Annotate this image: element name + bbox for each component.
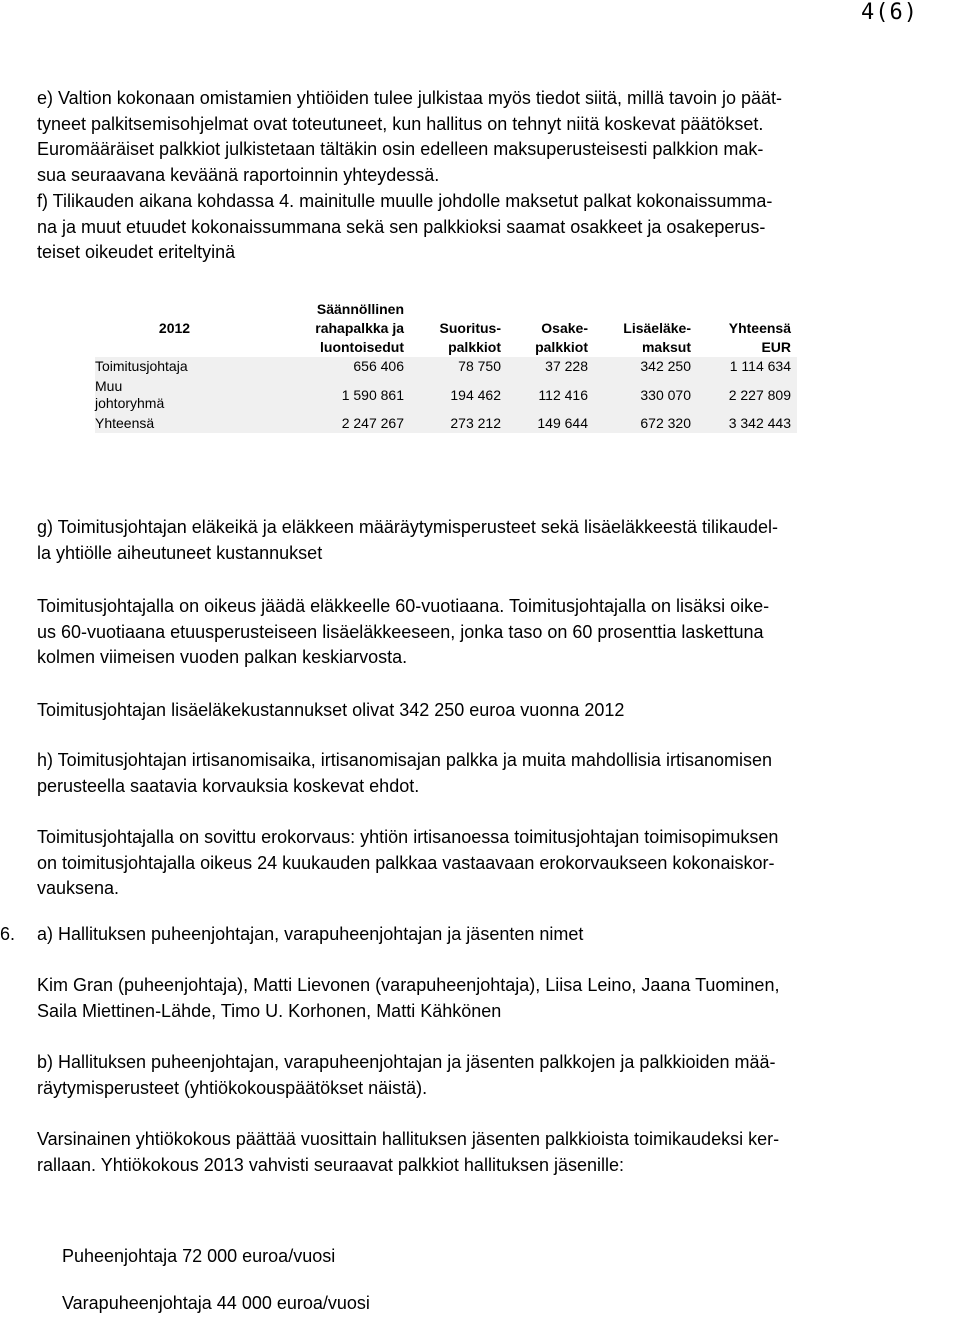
text-line: Saila Miettinen-Lähde, Timo U. Korhonen, Matti Kähkönen — [37, 1000, 502, 1021]
section-6a-heading — [37, 922, 957, 948]
table-cell: 149 644 — [507, 414, 594, 433]
table-row — [95, 376, 797, 414]
text-line: Toimitusjohtajan lisäeläkekustannukset olivat 342 250 euroa vuonna 2012 — [37, 700, 625, 720]
table-cell: 342 250 — [594, 357, 697, 376]
paragraph-f — [37, 189, 957, 266]
text-line: Euromääräiset palkkiot julkistetaan tältäkin osin edelleen maksuperusteisesti palkkion mak- — [37, 139, 764, 160]
column-header-salary — [260, 300, 410, 357]
table-cell: 330 070 — [594, 376, 697, 414]
fee-item-vice-chair: Varapuheenjohtaja 44 000 euroa/vuosi — [62, 1293, 370, 1313]
text-line: tyneet palkitsemisohjelmat ovat toteutuneet, kun hallitus on tehnyt niitä koskevat päätökset. — [37, 113, 764, 134]
text-line: vauksena. — [37, 878, 120, 899]
header-line: maksut — [641, 339, 691, 355]
header-line: palkkiot — [448, 339, 501, 355]
table-cell: 672 320 — [594, 414, 697, 433]
table-cell: 37 228 — [507, 357, 594, 376]
text-line: räytymisperusteet (yhtiökokouspäätökset näistä). — [37, 1077, 428, 1098]
text-line: f) Tilikauden aikana kohdassa 4. mainitulle muulle johdolle maksetut palkat kokonaissumma- — [37, 191, 773, 211]
text-line: kolmen viimeisen vuoden palkan keskiarvosta. — [37, 647, 408, 668]
paragraph-h-heading — [37, 748, 957, 799]
header-line: EUR — [761, 339, 791, 355]
text-line: e) Valtion kokonaan omistamien yhtiöiden tulee julkistaa myös tiedot siitä, millä tavoin jo päät- — [37, 88, 783, 108]
header-line: Suoritus- — [439, 320, 501, 336]
paragraph-g-body — [37, 594, 957, 671]
board-members-paragraph — [37, 973, 957, 1024]
column-header-pension — [594, 300, 697, 357]
table-cell: 1 114 634 — [697, 357, 797, 376]
header-line: Yhteensä — [728, 320, 791, 336]
paragraph-e — [37, 86, 957, 189]
table-year-header: 2012 — [158, 320, 191, 336]
text-line: teiset oikeudet eriteltyinä — [37, 242, 236, 263]
table-row — [95, 414, 797, 433]
text-line: rallaan. Yhtiökokous 2013 vahvisti seuraavat palkkiot hallituksen jäsenille: — [37, 1154, 625, 1175]
text-line: g) Toimitusjohtajan eläkeikä ja eläkkeen määräytymisperusteet sekä lisäeläkkeestä tilikaudel- — [37, 517, 779, 537]
header-line: Säännöllinen — [316, 301, 404, 317]
table-row — [95, 357, 797, 376]
text-line: Toimitusjohtajalla on sovittu erokorvaus: yhtiön irtisanoessa toimitusjohtajan toimisopimuksen — [37, 827, 779, 847]
table-cell: 1 590 861 — [260, 376, 410, 414]
column-header-shares — [507, 300, 594, 357]
page-number: 4(6) — [861, 0, 918, 25]
table-cell: 194 462 — [410, 376, 507, 414]
header-line: palkkiot — [535, 339, 588, 355]
column-header-total — [697, 300, 797, 357]
text-line: on toimitusjohtajalla oikeus 24 kuukauden palkkaa vastaavaan erokorvaukseen kokonaiskor- — [37, 852, 775, 873]
row-label: Yhteensä — [95, 414, 260, 433]
text-line: perusteella saatavia korvauksia koskevat ehdot. — [37, 775, 420, 796]
compensation-table — [95, 300, 797, 433]
section-6b-heading — [37, 1050, 957, 1101]
agm-paragraph — [37, 1127, 957, 1178]
table-cell: 78 750 — [410, 357, 507, 376]
section-number: 6. — [0, 924, 16, 944]
text-line: Kim Gran (puheenjohtaja), Matti Lievonen (varapuheenjohtaja), Liisa Leino, Jaana Tuominen, — [37, 975, 780, 995]
fee-item-chair: Puheenjohtaja 72 000 euroa/vuosi — [62, 1246, 336, 1266]
row-label: Toimitusjohtaja — [95, 357, 260, 376]
table-cell: 2 227 809 — [697, 376, 797, 414]
text-line: h) Toimitusjohtajan irtisanomisaika, irtisanomisajan palkka ja muita mahdollisia irtisanomisen — [37, 750, 772, 770]
table-cell: 3 342 443 — [697, 414, 797, 433]
table-cell: 656 406 — [260, 357, 410, 376]
table-cell: 273 212 — [410, 414, 507, 433]
text-line: Toimitusjohtajalla on oikeus jäädä eläkkeelle 60-vuotiaana. Toimitusjohtajalla on lisäksi oike- — [37, 596, 770, 616]
header-line: Osake- — [541, 320, 588, 336]
table-cell: 112 416 — [507, 376, 594, 414]
text-line: a) Hallituksen puheenjohtajan, varapuheenjohtajan ja jäsenten nimet — [37, 924, 584, 944]
row-label: Muu johtoryhmä — [95, 376, 260, 414]
text-line: b) Hallituksen puheenjohtajan, varapuheenjohtajan ja jäsenten palkkojen ja palkkioiden mää- — [37, 1052, 776, 1072]
header-line: rahapalkka ja — [315, 320, 404, 336]
text-line: la yhtiölle aiheutuneet kustannukset — [37, 542, 323, 563]
text-line: us 60-vuotiaana etuusperusteiseen lisäeläkkeeseen, jonka taso on 60 prosenttia laskettuna — [37, 621, 764, 642]
text-line: sua seuraavana keväänä raportoinnin yhteydessä. — [37, 165, 440, 186]
paragraph-h-body — [37, 825, 957, 902]
header-line: luontoisedut — [320, 339, 404, 355]
compensation-table-wrapper — [95, 300, 797, 433]
paragraph-g-heading — [37, 515, 957, 566]
table-header-row — [95, 300, 797, 357]
table-cell: 2 247 267 — [260, 414, 410, 433]
column-header-performance — [410, 300, 507, 357]
header-line: Lisäeläke- — [623, 320, 691, 336]
text-line: Varsinainen yhtiökokous päättää vuosittain hallituksen jäsenten palkkioista toimikaudeksi ker- — [37, 1129, 780, 1149]
text-line: na ja muut etuudet kokonaissummana sekä sen palkkioksi saamat osakkeet ja osakeperus- — [37, 216, 766, 237]
paragraph-g-cost — [37, 698, 957, 724]
